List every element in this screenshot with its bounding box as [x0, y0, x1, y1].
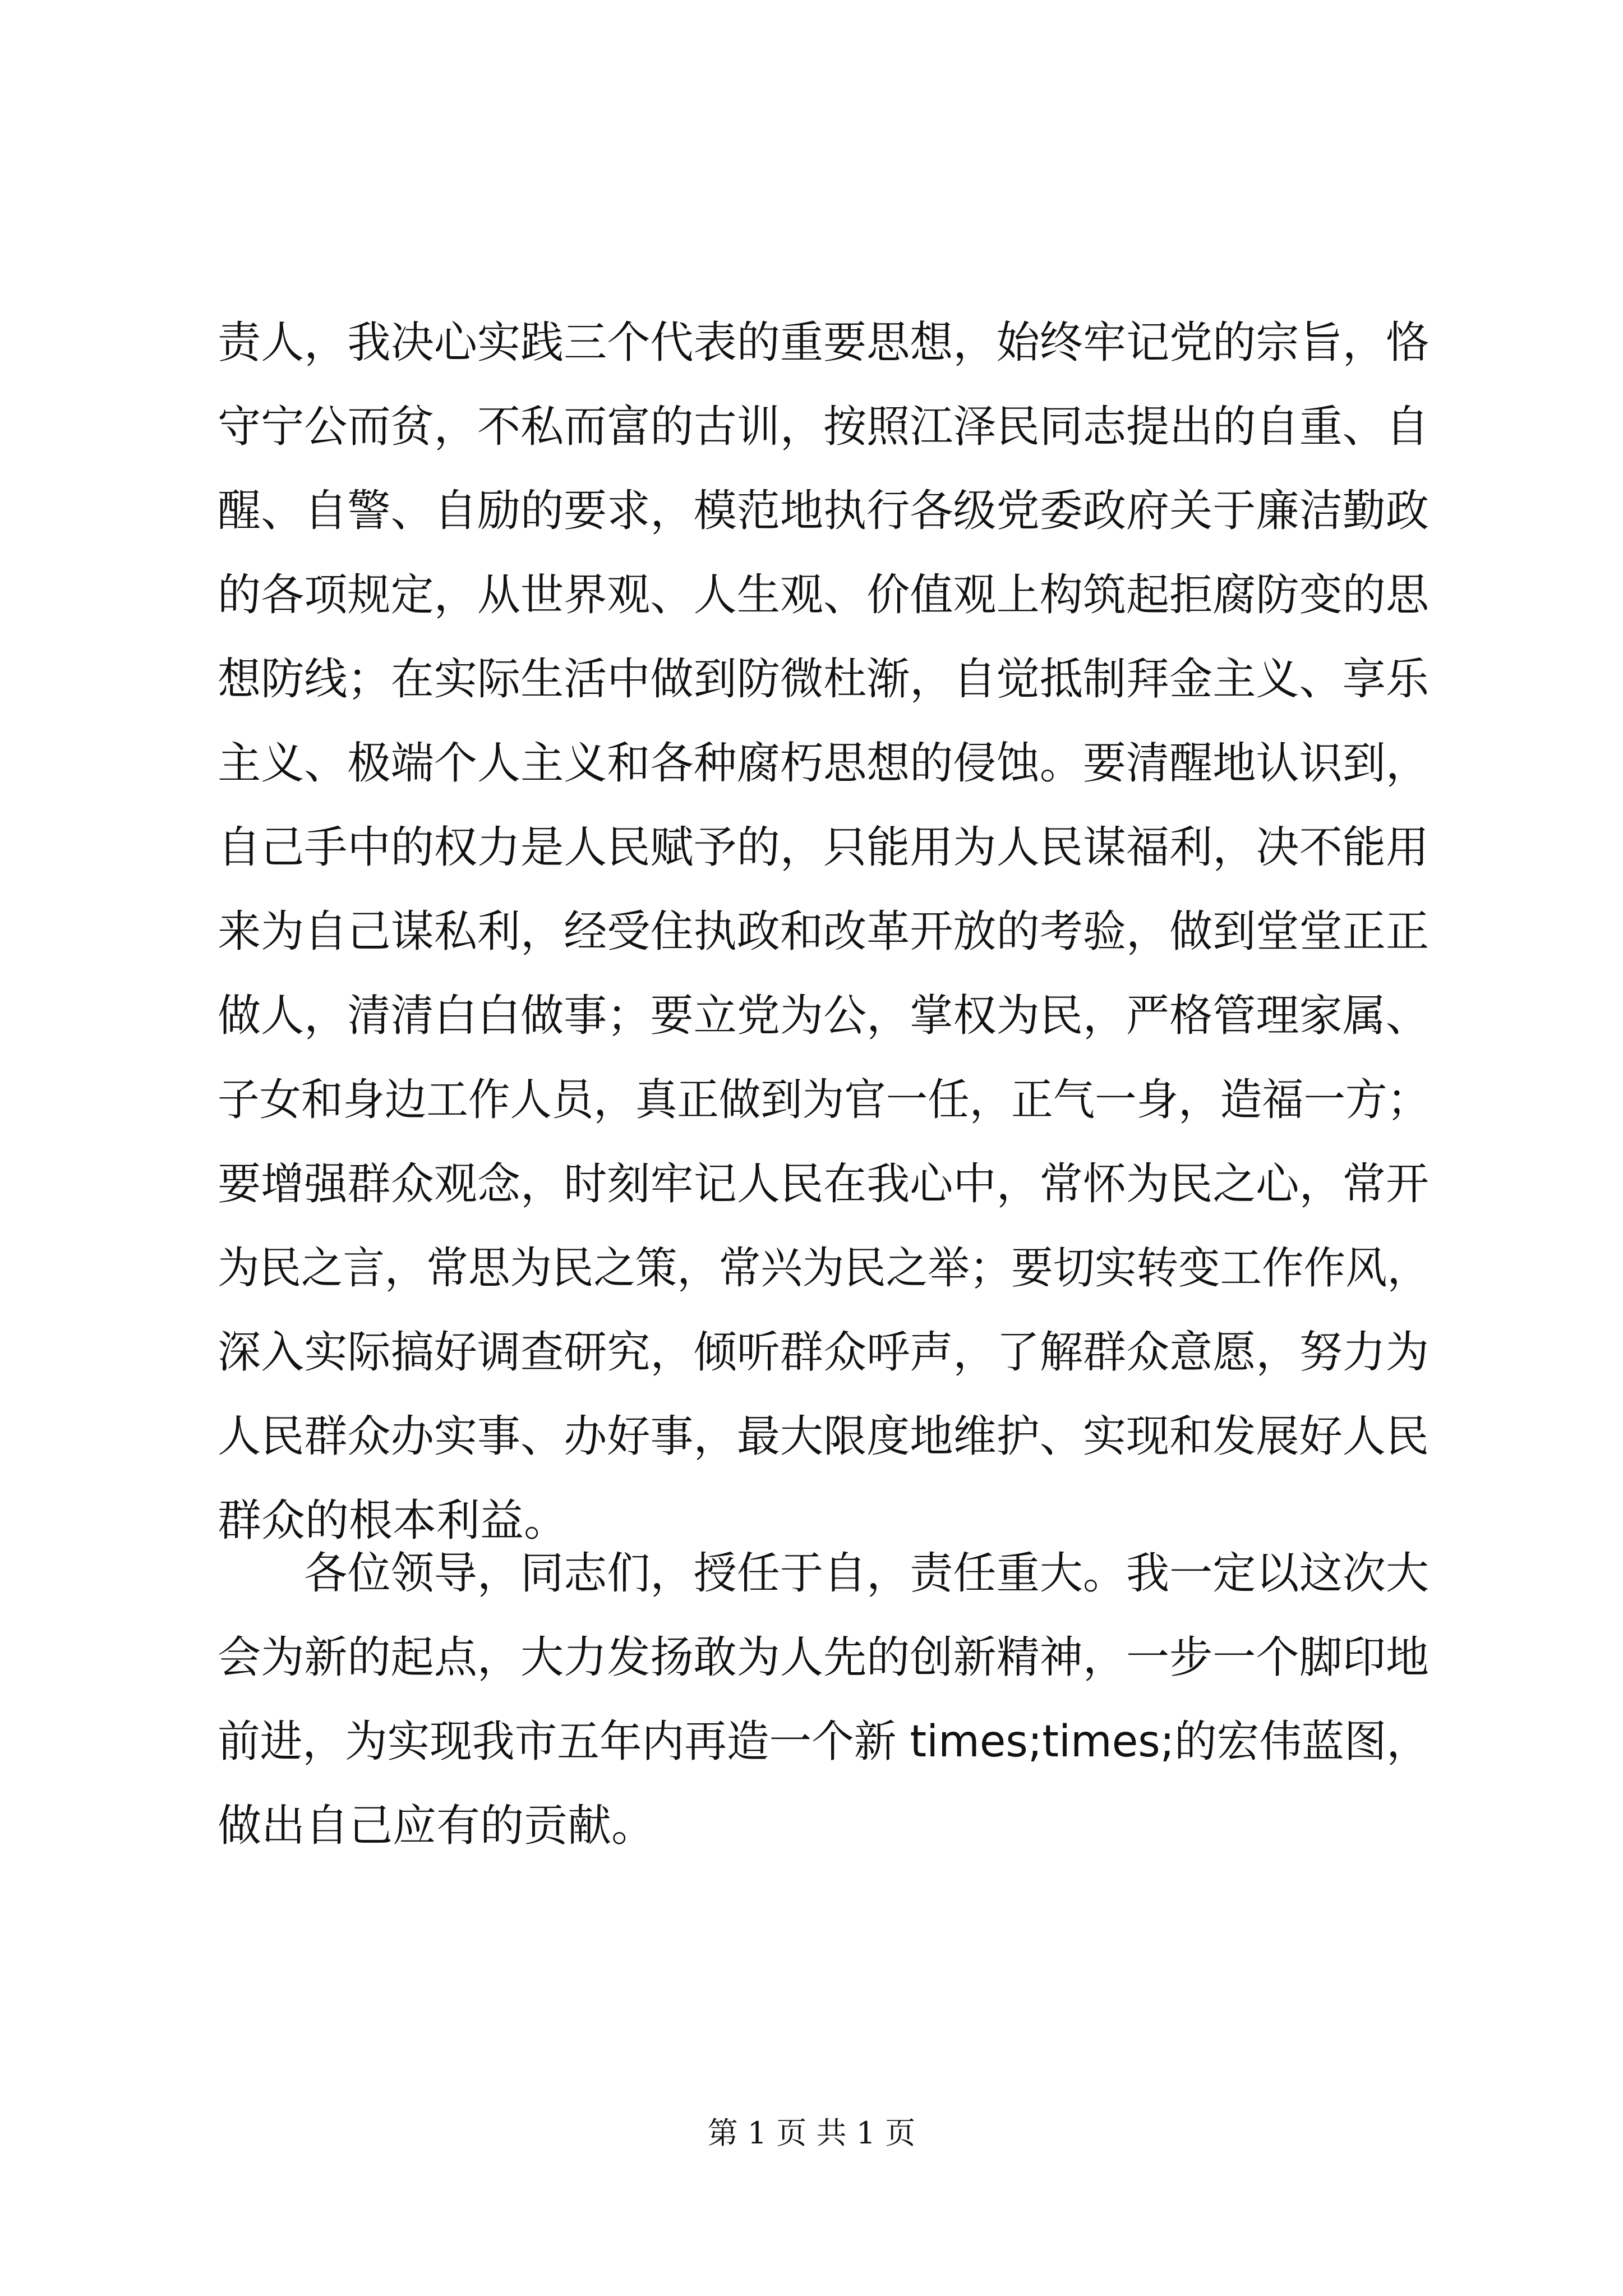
text-line: 守宁公而贫，不私而富的古训，按照江泽民同志提出的自重、自 — [218, 402, 1430, 452]
text-line: 前进，为实现我市五年内再造一个新 times;times;的宏伟蓝图， — [218, 1717, 1430, 1767]
text-line: 深入实际搞好调查研究，倾听群众呼声，了解群众意愿，努力为 — [218, 1327, 1430, 1378]
page-footer — [0, 2109, 1623, 2152]
text-line: 群众的根本利益。 — [218, 1496, 568, 1546]
text-line: 的各项规定，从世界观、人生观、价值观上构筑起拒腐防变的思 — [218, 570, 1430, 620]
text-line: 做人，清清白白做事；要立党为公，掌权为民，严格管理家属、 — [218, 991, 1430, 1041]
text-line: 会为新的起点，大力发扬敢为人先的创新精神，一步一个脚印地 — [218, 1632, 1430, 1683]
text-line: 要增强群众观念，时刻牢记人民在我心中，常怀为民之心，常开 — [218, 1159, 1430, 1209]
text-line: 主义、极端个人主义和各种腐朽思想的侵蚀。要清醒地认识到， — [218, 738, 1430, 789]
text-line: 来为自己谋私利，经受住执政和改革开放的考验，做到堂堂正正 — [218, 907, 1430, 957]
text-line: 为民之言，常思为民之策，常兴为民之举；要切实转变工作作风， — [218, 1243, 1430, 1294]
paragraph-1 — [218, 301, 1429, 1563]
paragraph-2 — [218, 1531, 1429, 1868]
text-line: 自己手中的权力是人民赋予的，只能用为人民谋福利，决不能用 — [218, 822, 1430, 873]
text-line: 做出自己应有的贡献。 — [218, 1801, 656, 1851]
text-line: 想防线；在实际生活中做到防微杜渐，自觉抵制拜金主义、享乐 — [218, 654, 1430, 705]
page-number-label: 第 1 页 共 1 页 — [707, 2115, 916, 2151]
text-line: 醒、自警、自励的要求，模范地执行各级党委政府关于廉洁勤政 — [218, 486, 1430, 536]
text-line: 人民群众办实事、办好事，最大限度地维护、实现和发展好人民 — [218, 1411, 1430, 1462]
text-line: 责人，我决心实践三个代表的重要思想，始终牢记党的宗旨，恪 — [218, 318, 1430, 368]
text-line: 子女和身边工作人员，真正做到为官一任，正气一身，造福一方； — [218, 1075, 1430, 1125]
text-line: 各位领导，同志们，授任于自，责任重大。我一定以这次大 — [218, 1548, 1430, 1599]
